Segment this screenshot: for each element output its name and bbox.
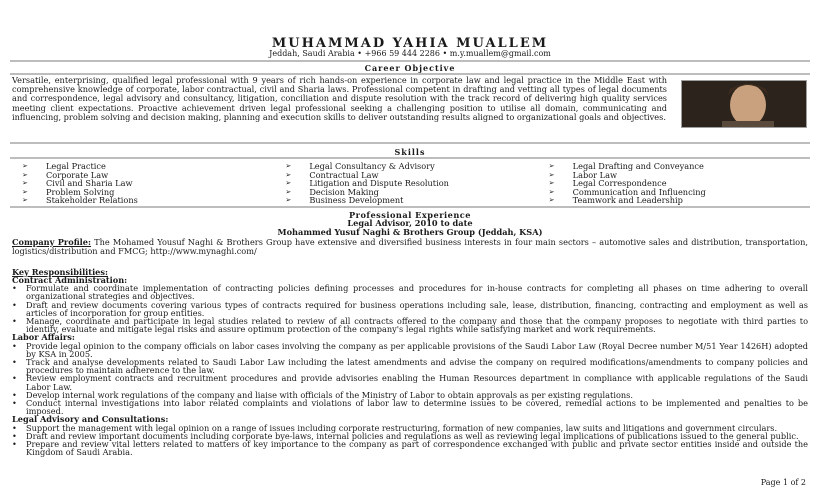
group-heading: Labor Affairs:: [12, 332, 75, 343]
arrow-bullet-icon: ➢: [548, 179, 555, 188]
bullet-icon: •: [12, 398, 17, 409]
company-profile-label: Company Profile:: [12, 237, 91, 247]
arrow-bullet-icon: ➢: [548, 196, 555, 205]
arrow-bullet-icon: ➢: [285, 187, 292, 196]
candidate-name: MUHAMMAD YAHIA MUALLEM: [271, 36, 549, 51]
arrow-bullet-icon: ➢: [22, 196, 28, 205]
company-name: Mohammed Yusuf Naghi & Brothers Group (Jeddah, KSA): [277, 227, 543, 237]
contact-line: Jeddah, Saudi Arabia • +966 59 444 2286 • m.y.muallem@gmail.com: [269, 49, 551, 58]
responsibility-item: • Track and analyse developments related to Saudi Labor Law including the latest amendments and advise the company on required modifications/amendments to company policies and procedures to maintain adherence to the law.: [12, 357, 808, 376]
arrow-bullet-icon: ➢: [548, 187, 555, 196]
divider: [10, 157, 810, 159]
responsibility-item: • Manage, coordinate and participate in legal studies related to review of all contracts offered to the company and those that the company proposes to negotiate with third parties to identify, evaluate and mitigate legal risks and assure optimum protection of the company's legal rights while satisfying market and work requirements.: [12, 316, 808, 335]
objective-text: Versatile, enterprising, qualified legal professional with 9 years of rich hands-on experience in corporate law and legal practice in the Middle East with comprehensive knowledge of corporate, labor contractual, civil and Sharia laws. Professional competent in drafting and vetting all types of legal documents and correspondence, legal advisory and consultancy, litigation, conciliation and dispute resolution with the track record of delivering high quality services meeting client expectations. Proactive achievement driven legal professional seeking a challenging position to utilise all domain, communicating and influencing, problem solving and decision making, planning and execution skills to deliver outstanding results aligned to organizational goals and objectives.: [12, 75, 667, 122]
bullet-icon: •: [12, 316, 17, 327]
bullet-icon: •: [12, 373, 17, 384]
profile-photo: [681, 80, 807, 128]
skill-item: ➢ Legal Drafting and Conveyance: [548, 161, 704, 171]
responsibility-item: • Draft and review important documents including corporate bye-laws, internal policies and regulations as well as reviewing legal implications of publications issued to the general public.: [12, 430, 799, 441]
arrow-bullet-icon: ➢: [22, 170, 28, 179]
arrow-bullet-icon: ➢: [285, 162, 292, 170]
arrow-bullet-icon: ➢: [22, 187, 28, 196]
skill-item: ➢ Communication and Influencing: [548, 186, 706, 197]
bullet-icon: •: [12, 340, 17, 351]
skill-item: ➢ Contractual Law: [285, 169, 379, 180]
skill-item: ➢ Litigation and Dispute Resolution: [285, 178, 449, 189]
skill-item: ➢ Business Development: [285, 195, 404, 206]
bullet-icon: •: [12, 422, 17, 433]
page-number: Page 1 of 2: [760, 478, 806, 487]
arrow-bullet-icon: ➢: [22, 179, 28, 188]
bullet-icon: •: [12, 283, 17, 294]
skill-item: ➢ Legal Correspondence: [548, 178, 667, 189]
responsibility-item: • Provide legal opinion to the company officials on labor cases involving the company as per applicable provisions of the Saudi Labor Law (Royal Decree number M/51 Year 1426H) adopted by KSA in 2005.: [12, 340, 808, 359]
responsibility-item: • Formulate and coordinate implementation of contracting policies defining processes and procedures for in-house contracts for completing all phases on time adhering to overall organizational strategies and objectives.: [12, 283, 808, 302]
skills-title: Skills: [394, 147, 426, 157]
group-heading: Contract Administration:: [12, 275, 128, 285]
company-profile: [12, 238, 808, 256]
responsibilities-heading: Key Responsibilities:: [12, 267, 109, 277]
bullet-icon: •: [12, 389, 17, 400]
skills-list: [22, 162, 812, 205]
arrow-bullet-icon: ➢: [285, 196, 292, 205]
skills-column: [285, 162, 548, 205]
arrow-bullet-icon: ➢: [285, 170, 292, 179]
skill-item: ➢ Teamwork and Leadership: [548, 195, 683, 206]
responsibility-item: • Support the management with legal opinion on a range of issues including corporate restructuring, formation of new companies, law suits and litigations and government circulars.: [12, 422, 778, 433]
skill-item: ➢ Stakeholder Relations: [22, 195, 138, 206]
responsibilities: [12, 276, 808, 456]
responsibility-item: • Draft and review documents covering various types of contracts required for business operations including sale, lease, distribution, financing, contracting and employment as well as articles of incorporation for group entities.: [12, 299, 808, 318]
responsibility-item: • Prepare and review vital letters related to matters of key importance to the company as part of correspondence exchanged with public and private sector entities inside and outside the Kingdom of Saudi Arabia.: [12, 439, 808, 458]
arrow-bullet-icon: ➢: [548, 170, 555, 179]
arrow-bullet-icon: ➢: [285, 179, 292, 188]
skill-item: ➢ Labor Law: [548, 169, 617, 180]
skill-item: ➢ Legal Consultancy & Advisory: [285, 161, 435, 171]
bullet-icon: •: [12, 439, 17, 450]
skill-item: ➢ Problem Solving: [22, 186, 115, 197]
objective-title: Career Objective: [364, 63, 456, 73]
responsibility-item: • Conduct internal investigations into labor related complaints and violations of labor law to determine issues to be covered, remedial actions to be implemented and penalties to be imposed.: [12, 398, 808, 417]
job-role: Legal Advisor, 2010 to date: [347, 218, 473, 228]
divider: [10, 60, 810, 62]
bullet-icon: •: [12, 357, 17, 368]
skill-item: ➢ Civil and Sharia Law: [22, 178, 133, 189]
group-heading: Legal Advisory and Consultations:: [12, 414, 169, 425]
bullet-icon: •: [12, 430, 17, 441]
responsibility-item: • Review employment contracts and recruitment procedures and provide advisories enabling the Human Resources department in compliance with applicable regulations of the Saudi Labor Law.: [12, 373, 808, 392]
company-profile-text: The Mohamed Yousuf Naghi & Brothers Group have extensive and diversified business interests in four main sectors – automotive sales and distribution, transportation, logistics/distribution and FMCG; http://www.mynaghi.com/: [12, 237, 808, 256]
bullet-icon: •: [12, 299, 17, 310]
skill-item: ➢ Decision Making: [285, 186, 379, 197]
responsibility-item: • Develop internal work regulations of the company and liaise with officials of the Ministry of Labor to obtain approvals as per existing regulations.: [12, 389, 633, 400]
experience-title: Professional Experience: [348, 210, 471, 220]
skills-column: [22, 162, 285, 205]
skills-column: [549, 162, 812, 205]
arrow-bullet-icon: ➢: [22, 162, 28, 170]
divider: [10, 206, 810, 208]
arrow-bullet-icon: ➢: [548, 162, 555, 170]
skill-item: ➢ Legal Practice: [22, 161, 106, 171]
skill-item: ➢ Corporate Law: [22, 169, 109, 180]
divider: [10, 142, 810, 144]
